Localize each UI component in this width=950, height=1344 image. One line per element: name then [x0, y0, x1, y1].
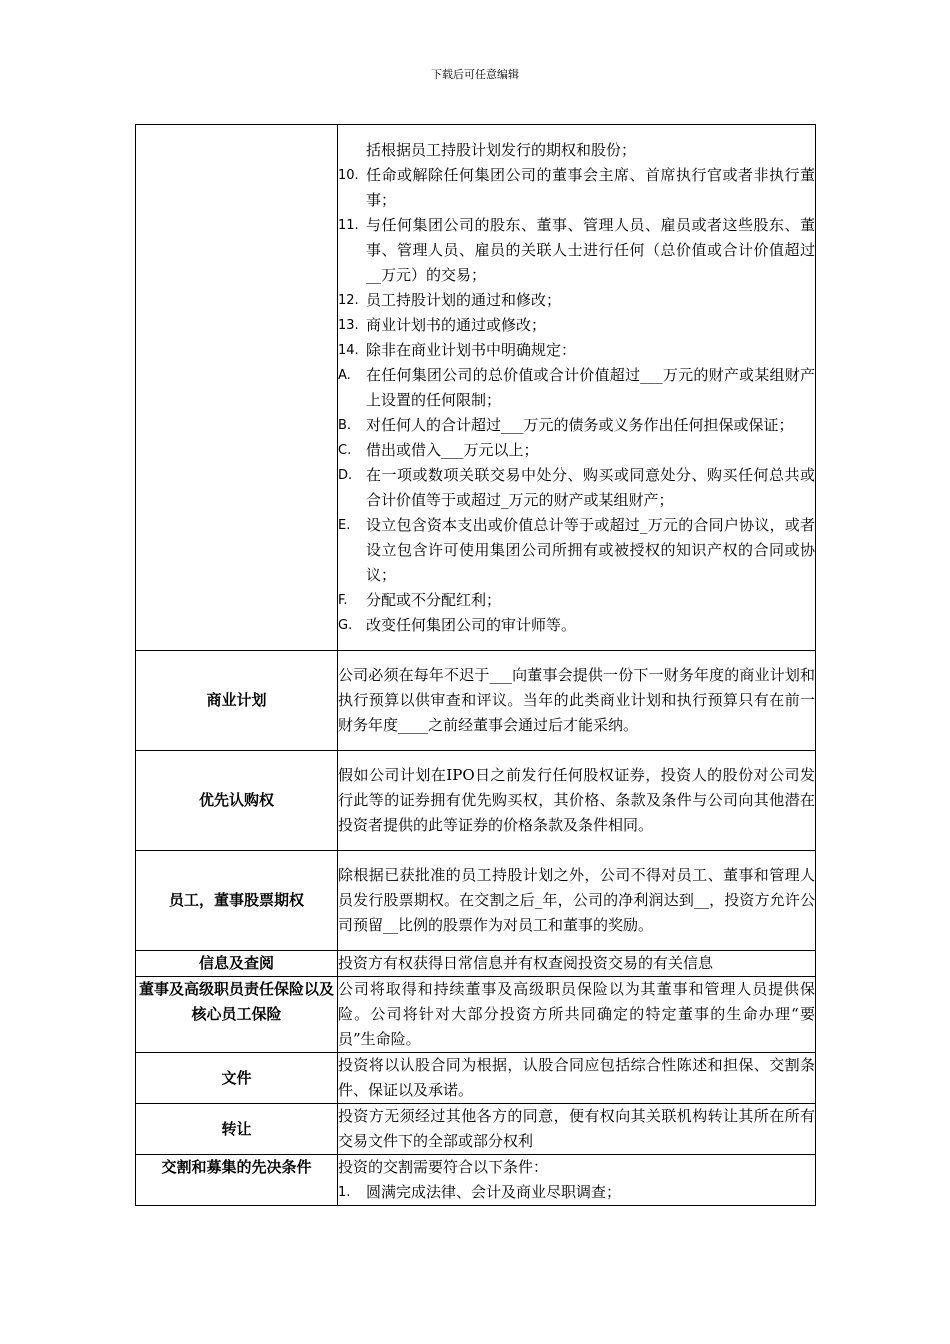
table-row — [136, 851, 816, 951]
list-item-text: 圆满完成法律、会计及商业尽职调查； — [366, 1183, 622, 1201]
row-content — [338, 951, 816, 977]
row-text: 假如公司计划在IPO日之前发行任何股权证券，投资人的股份对公司发行此等的证券拥有优先购买权，其价格、条款及条件与公司向其他潜在投资者提供的此等证券的价格条款及条件相同。 — [338, 766, 815, 834]
table-row — [136, 1155, 816, 1206]
list-item-number: 12. — [338, 292, 359, 308]
row-label: 文件 — [136, 1053, 338, 1104]
row-content — [338, 651, 816, 751]
list-item-text: 商业计划书的通过或修改； — [366, 315, 547, 334]
list-item-text: 分配或不分配红利； — [366, 590, 502, 609]
row-label: 转让 — [136, 1104, 338, 1155]
list-item — [338, 438, 815, 463]
row-label: 董事及高级职员责任保险以及核心员工保险 — [136, 977, 338, 1053]
list-item-number: 11. — [338, 217, 359, 233]
list-item — [338, 613, 815, 638]
table-row — [136, 751, 816, 851]
row-text: 投资方有权获得日常信息并有权查阅投资交易的有关信息 — [338, 954, 714, 972]
list-item-number: C. — [338, 442, 352, 458]
page-header: 下载后可任意编辑 — [431, 68, 519, 81]
row-text: 投资方无须经过其他各方的同意，便有权向其关联机构转让其所在所有交易文件下的全部或部分权利 — [338, 1107, 815, 1150]
list-item-number: D. — [338, 467, 353, 483]
row-content — [338, 1155, 816, 1206]
row-label: 信息及查阅 — [136, 951, 338, 977]
list-item-text: 与任何集团公司的股东、董事、管理人员、雇员或者这些股东、董事、管理人员、雇员的关联人士进行任何（总价值或合计价值超过__万元）的交易； — [366, 215, 815, 284]
list-item — [338, 288, 815, 313]
list-item-number: 10. — [338, 167, 359, 183]
continued-text: 括根据员工持股计划发行的期权和股份； — [366, 140, 637, 159]
list-item-text: 在任何集团公司的总价值或合计价值超过___万元的财产或某组财产上设置的任何限制； — [366, 365, 815, 409]
list-item-text: 对任何人的合计超过___万元的债务或义务作出任何担保或保证； — [366, 415, 794, 434]
table-row — [136, 1053, 816, 1104]
list-item-number: E. — [338, 517, 351, 533]
row-label: 员工，董事股票期权 — [136, 851, 338, 951]
list-item-number: B. — [338, 417, 352, 433]
list-item — [338, 338, 815, 363]
row-text: 公司必须在每年不迟于___向董事会提供一份下一财务年度的商业计划和执行预算以供审查和评议。当年的此类商业计划和执行预算只有在前一财务年度____之前经董事会通过后才能采纳。 — [338, 666, 815, 734]
list-item-text: 任命或解除任何集团公司的董事会主席、首席执行官或者非执行董事； — [366, 165, 815, 209]
row-text: 投资的交割需要符合以下条件： — [338, 1158, 549, 1176]
row-label: 优先认购权 — [136, 751, 338, 851]
list-items — [338, 163, 815, 638]
list-item — [338, 313, 815, 338]
list-items — [338, 1180, 815, 1205]
row-text: 投资将以认股合同为根据，认股合同应包括综合性陈述和担保、交割条件、保证以及承诺。 — [338, 1056, 815, 1099]
list-item — [338, 463, 815, 513]
table-row — [136, 977, 816, 1053]
row-content — [338, 1053, 816, 1104]
list-item-number: 14. — [338, 342, 359, 358]
list-item-number: F. — [338, 592, 348, 608]
row-content — [338, 977, 816, 1053]
list-item — [338, 1180, 815, 1205]
row-label: 交割和募集的先决条件 — [136, 1155, 338, 1206]
list-item-number: 13. — [338, 317, 359, 333]
list-item-number: G. — [338, 617, 353, 633]
table-row — [136, 951, 816, 977]
list-item-text: 除非在商业计划书中明确规定： — [366, 340, 577, 359]
table-row — [136, 651, 816, 751]
row-content — [338, 751, 816, 851]
list-item-text: 在一项或数项关联交易中处分、购买或同意处分、购买任何总共或合计价值等于或超过_万元的财产或某组财产； — [366, 465, 815, 509]
term-sheet-table — [135, 124, 816, 1206]
list-item-text: 员工持股计划的通过和修改； — [366, 290, 562, 309]
list-item-text: 设立包含资本支出或价值总计等于或超过_万元的合同户协议，或者设立包含许可使用集团公司所拥有或被授权的知识产权的合同或协议； — [366, 515, 815, 584]
table-row — [136, 125, 816, 651]
row-content — [338, 125, 816, 651]
row-text: 公司将取得和持续董事及高级职员保险以为其董事和管理人员提供保险。公司将针对大部分投资方所共同确定的特定董事的生命办理“要员”生命险。 — [338, 980, 815, 1048]
list-item-text: 改变任何集团公司的审计师等。 — [366, 615, 577, 634]
list-item — [338, 413, 815, 438]
list-item — [338, 513, 815, 588]
list-item-text: 借出或借入___万元以上； — [366, 440, 539, 459]
list-item-number: 1. — [338, 1185, 351, 1200]
row-label-empty — [136, 125, 338, 651]
row-text: 除根据已获批准的员工持股计划之外，公司不得对员工、董事和管理人员发行股票期权。在交割之后_年，公司的净利润达到__，投资方允许公司预留__比例的股票作为对员工和董事的奖励。 — [338, 866, 815, 934]
list-item-number: A. — [338, 367, 351, 383]
row-content — [338, 851, 816, 951]
list-item — [338, 588, 815, 613]
list-item — [338, 213, 815, 288]
list-item — [338, 363, 815, 413]
row-label: 商业计划 — [136, 651, 338, 751]
row-content — [338, 1104, 816, 1155]
list-item — [338, 163, 815, 213]
table-row — [136, 1104, 816, 1155]
